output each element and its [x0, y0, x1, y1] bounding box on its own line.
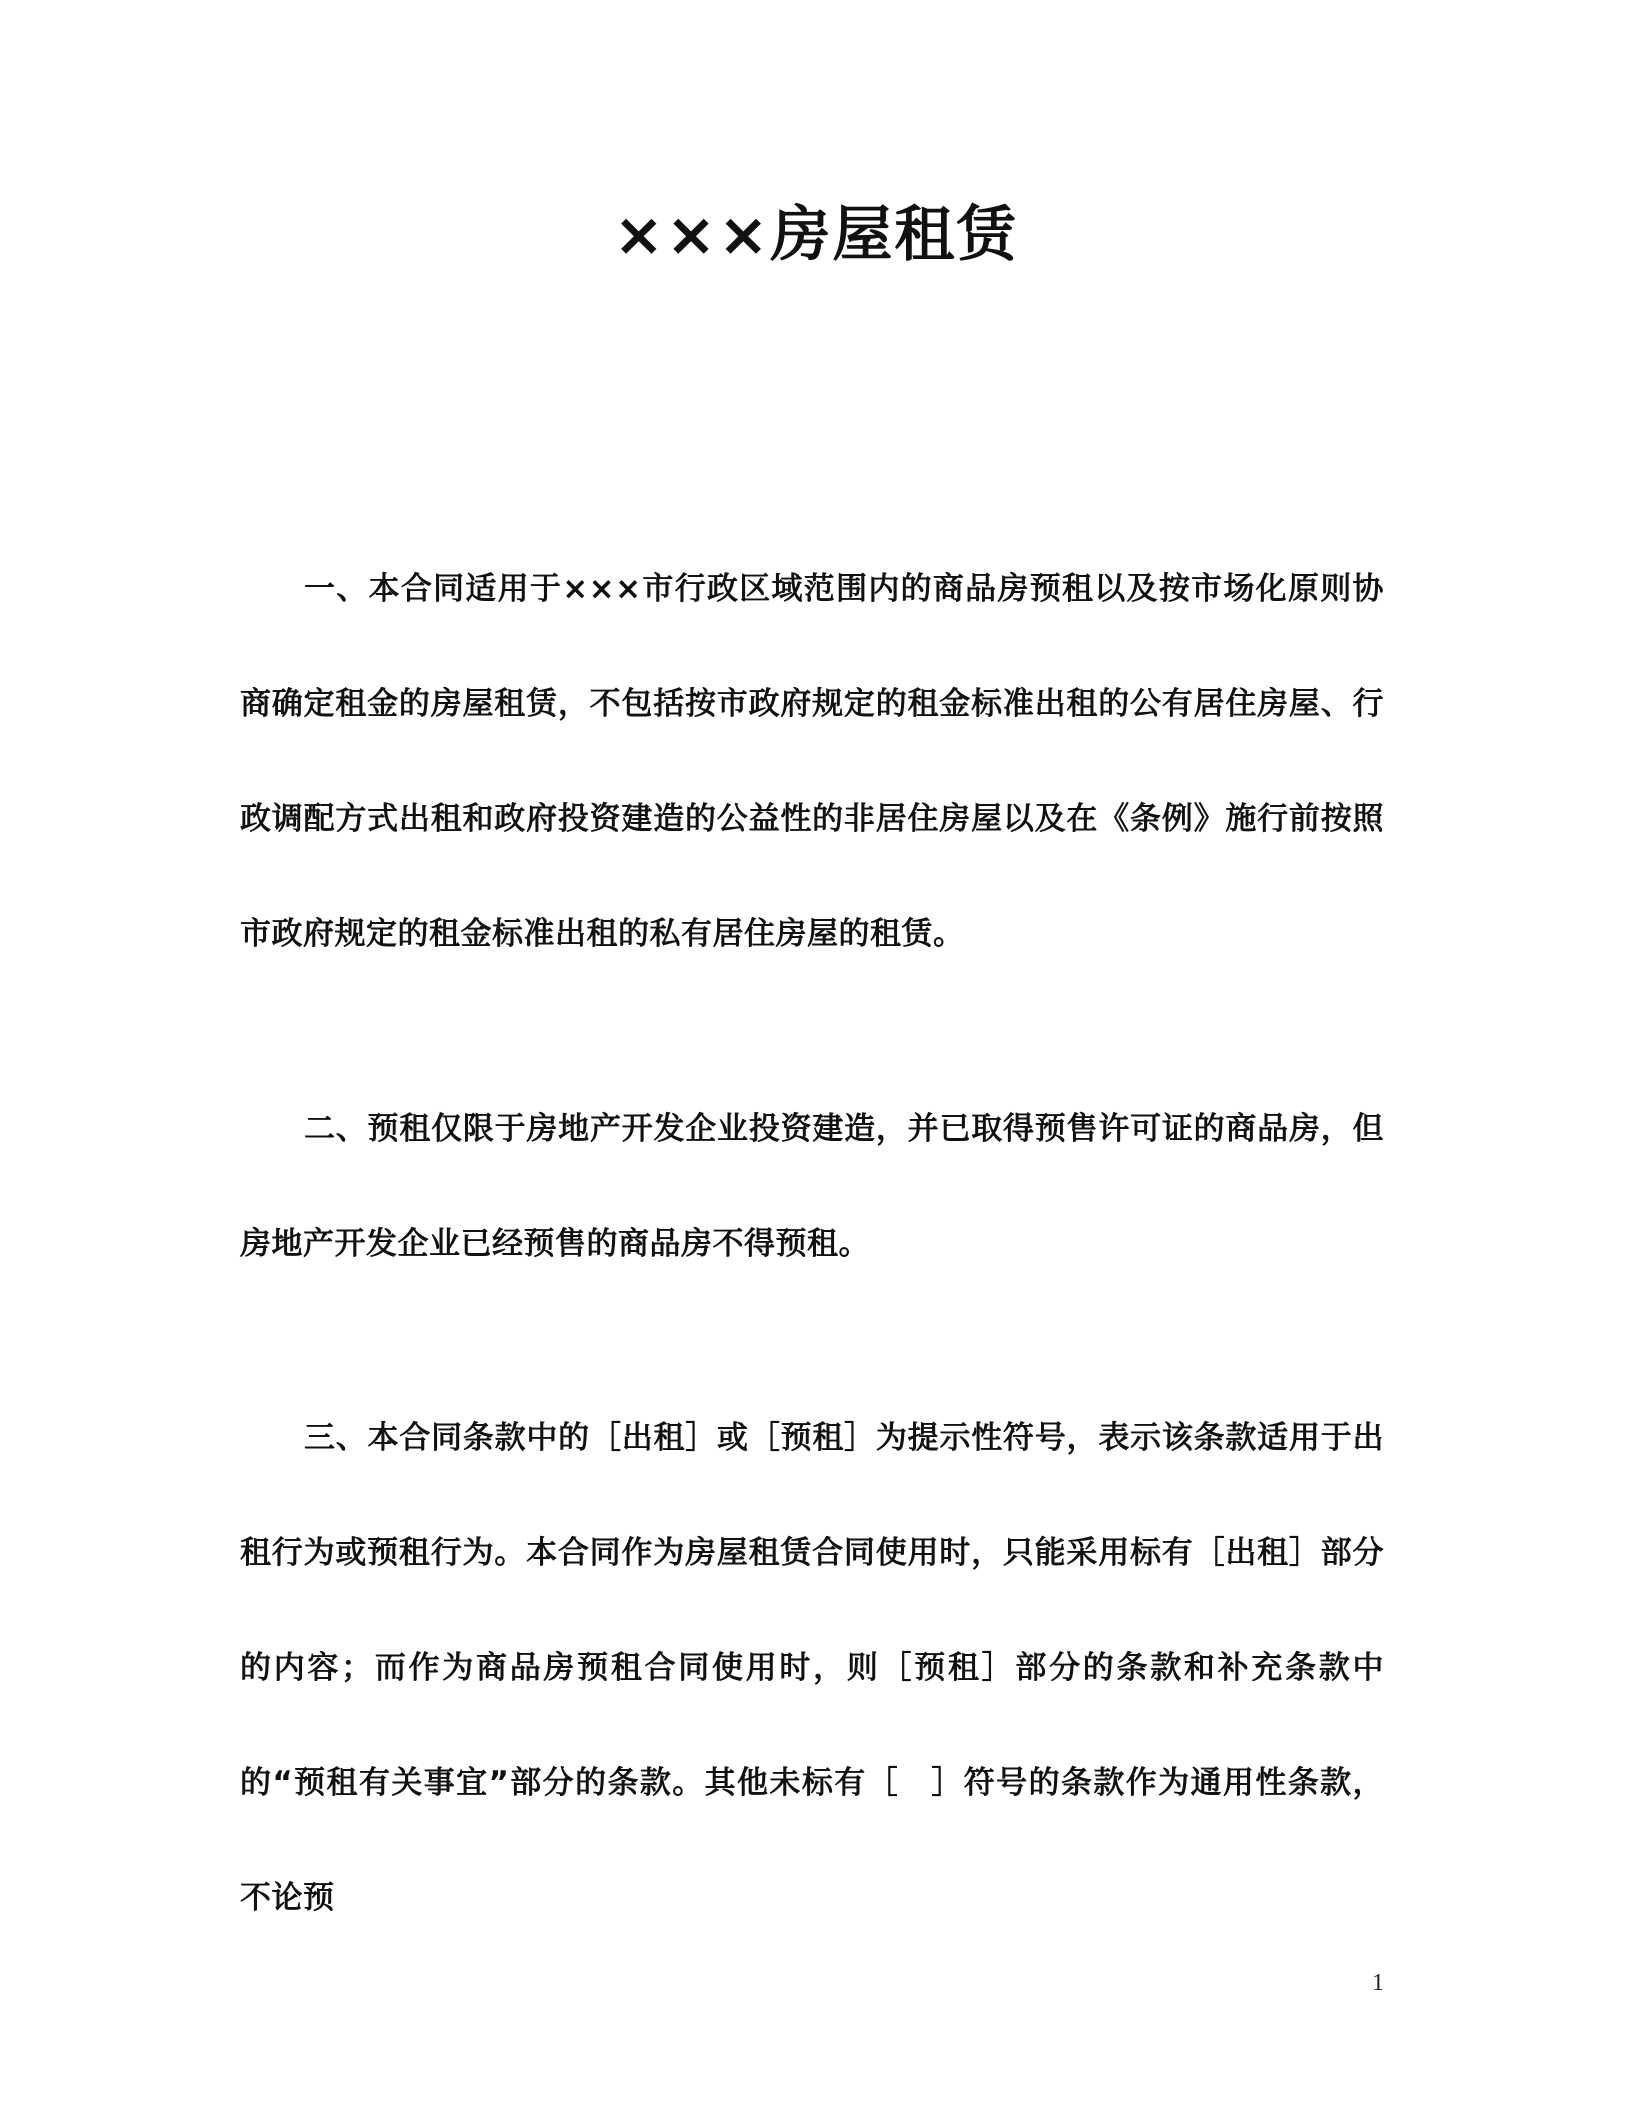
clause-paragraph-3: 三、本合同条款中的［出租］或［预租］为提示性符号，表示该条款适用于出租行为或预租行为。本合同作为房屋租赁合同使用时，只能采用标有［出租］部分的内容；而作为商品房预租合同使用时，则［预租］部分的条款和补充条款中的“预租有关事宜”部分的条款。其他未标有［ ］符号的条款作为通用性条款，不论预 — [240, 1420, 1384, 1916]
clause-paragraph-2: 二、预租仅限于房地产开发企业投资建造，并已取得预售许可证的商品房，但房地产开发企业已经预售的商品房不得预租。 — [240, 1111, 1384, 1262]
page-number: 1 — [1372, 1970, 1384, 1996]
clause-paragraph-1: 一、本合同适用于×××市行政区域范围内的商品房预租以及按市场化原则协商确定租金的房屋租赁，不包括按市政府规定的租金标准出租的公有居住房屋、行政调配方式出租和政府投资建造的公益性的非居住房屋以及在《条例》施行前按照市政府规定的租金标准出租的私有居住房屋的租赁。 — [240, 571, 1384, 952]
page-title: ×××房屋租赁 — [613, 200, 1019, 270]
